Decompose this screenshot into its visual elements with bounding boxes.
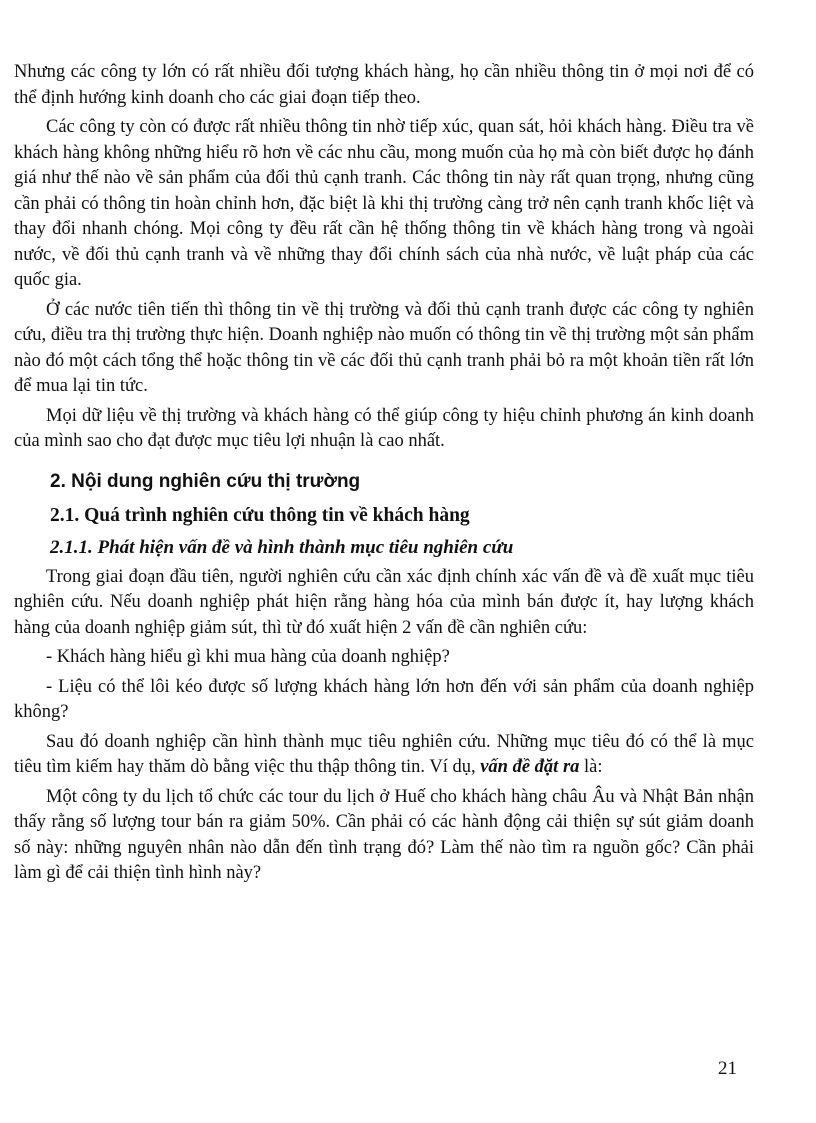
subsubsection-heading: 2.1.1. Phát hiện vấn đề và hình thành mục tiêu nghiên cứu xyxy=(50,536,514,558)
paragraph-8 xyxy=(14,730,754,781)
paragraph-5: Trong giai đoạn đầu tiên, người nghiên cứu cần xác định chính xác vấn đề và đề xuất mục tiêu nghiên cứu. Nếu doanh nghiệp phát hiện rằng hàng hóa của mình bán được ít, hay lượng khách hàng của doanh nghiệp giảm sút, thì từ đó xuất hiện 2 vấn đề cần nghiên cứu: xyxy=(14,566,754,638)
list-item-1: - Khách hàng hiểu gì khi mua hàng của doanh nghiệp? xyxy=(46,647,450,667)
page-content xyxy=(14,60,754,891)
section-heading: 2. Nội dung nghiên cứu thị trường xyxy=(50,470,361,492)
paragraph-8-tail: là: xyxy=(579,757,603,777)
page-number: 21 xyxy=(718,1058,737,1079)
list-item-2: - Liệu có thể lôi kéo được số lượng khách hàng lớn hơn đến với sản phẩm của doanh nghiệp không? xyxy=(14,676,754,722)
paragraph-4: Mọi dữ liệu về thị trường và khách hàng có thể giúp công ty hiệu chỉnh phương án kinh doanh của mình sao cho đạt được mục tiêu lợi nhuận là cao nhất. xyxy=(14,405,754,451)
paragraph-8-main: Sau đó doanh nghiệp cần hình thành mục tiêu nghiên cứu. Những mục tiêu đó có thể là mục tiêu tìm kiếm hay thăm dò bằng việc thu thập thông tin. Ví dụ, xyxy=(14,731,754,777)
paragraph-3: Ở các nước tiên tiến thì thông tin về thị trường và đối thủ cạnh tranh được các công ty nghiên cứu, điều tra thị trường thực hiện. Doanh nghiệp nào muốn có thông tin về thị trường một sản phẩm nào đó một cách tổng thể hoặc thông tin về các đối thủ cạnh tranh phải bỏ ra một khoản tiền rất lớn để mua lại tin tức. xyxy=(14,299,754,396)
paragraph-2: Các công ty còn có được rất nhiều thông tin nhờ tiếp xúc, quan sát, hỏi khách hàng. Điều tra về khách hàng không những hiểu rõ hơn về các nhu cầu, mong muốn của họ mà còn biết được họ đánh giá như thế nào về sản phẩm của đối thủ cạnh tranh. Các thông tin này rất quan trọng, nhưng cũng cần phải có thông tin hoàn chỉnh hơn, đặc biệt là khi thị trường càng trở nên cạnh tranh khốc liệt và thay đổi nhanh chóng. Mọi công ty đều rất cần hệ thống thông tin về khách hàng trong và ngoài nước, về đối thủ cạnh tranh và về những thay đổi chính sách của nhà nước, về luật pháp của các quốc gia. xyxy=(14,117,754,290)
subsection-heading: 2.1. Quá trình nghiên cứu thông tin về khách hàng xyxy=(50,504,470,526)
paragraph-9: Một công ty du lịch tổ chức các tour du lịch ở Huế cho khách hàng châu Âu và Nhật Bản nhận thấy rằng số lượng tour bán ra giảm 50%. Cần phải có các hành động cải thiện sự sút giảm doanh số này: những nguyên nhân nào dẫn đến tình trạng đó? Làm thế nào tìm ra nguồn gốc? Cần phải làm gì để cải thiện tình hình này? xyxy=(14,786,754,883)
paragraph-8-emphasis: vấn đề đặt ra xyxy=(480,757,580,777)
paragraph-1: Nhưng các công ty lớn có rất nhiều đối tượng khách hàng, họ cần nhiều thông tin ở mọi nơi để có thể định hướng kinh doanh cho các giai đoạn tiếp theo. xyxy=(14,62,754,108)
